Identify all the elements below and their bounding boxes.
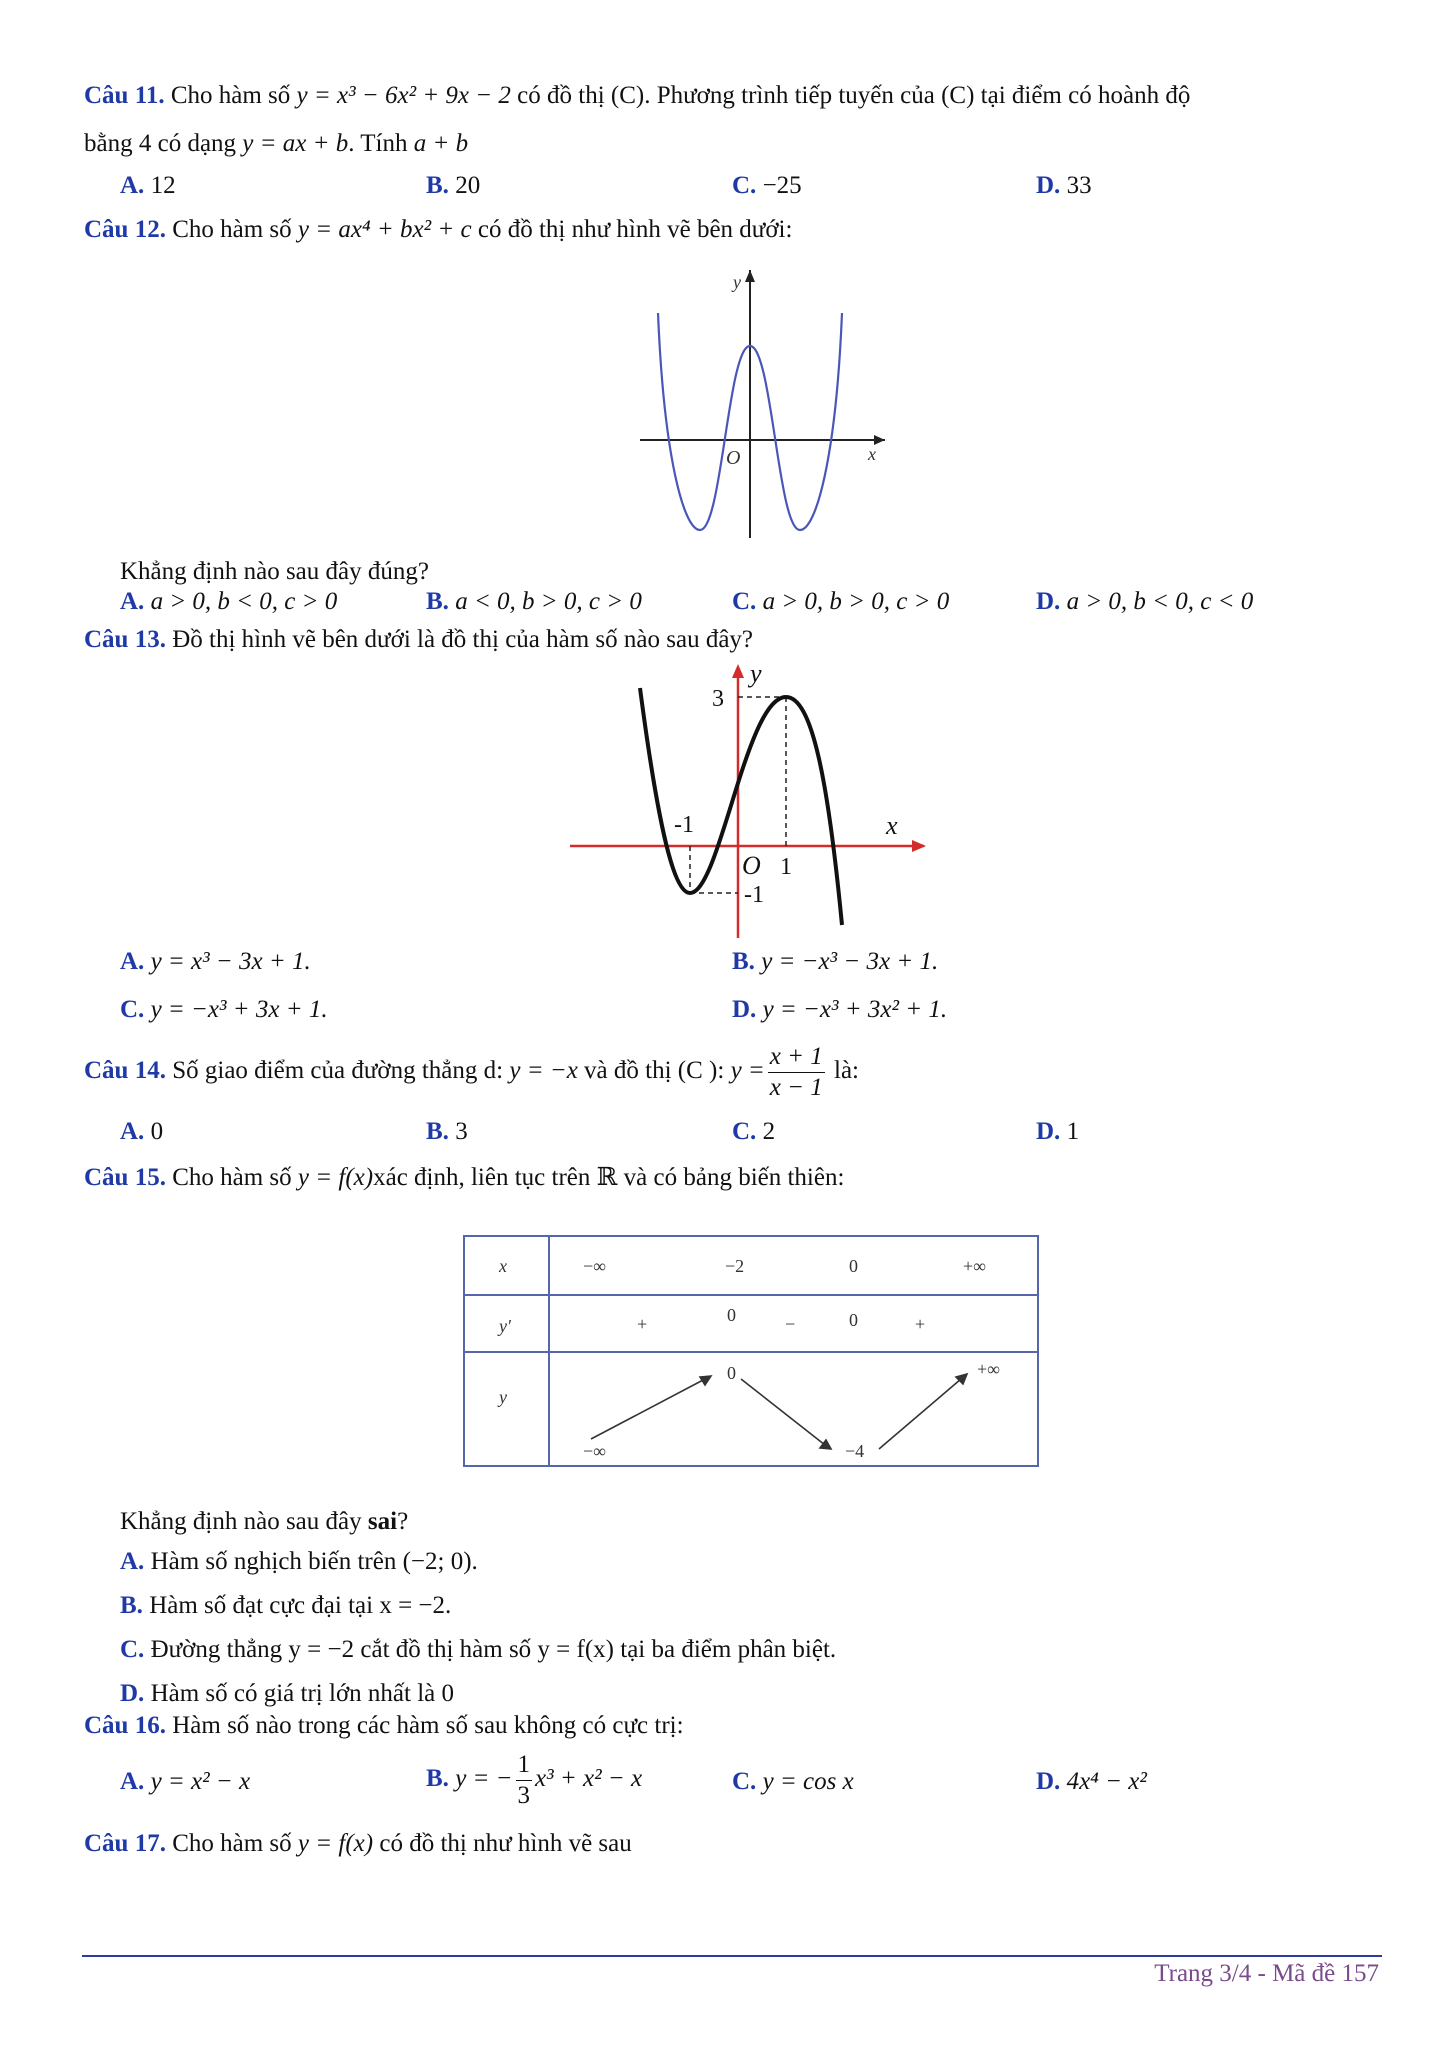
q15-option-b[interactable]: B. Hàm số đạt cực đại tại x = −2. <box>120 1592 452 1619</box>
q15-x-value-1: −∞ <box>583 1256 606 1276</box>
q13-option-d[interactable]: D. y = −x³ + 3x² + 1. <box>732 996 948 1023</box>
q15-label: Câu 15. <box>84 1164 166 1191</box>
q11-text2: có đồ thị (C). Phương trình tiếp tuyến của (C) tại điểm có hoành độ <box>517 82 1191 109</box>
q12-option-a[interactable]: A. a > 0, b < 0, c > 0 <box>120 588 338 615</box>
q15-y-value-2: 0 <box>727 1363 736 1383</box>
q15-yp-sign-1: + <box>637 1314 648 1334</box>
q12-question: Khẳng định nào sau đây đúng? <box>120 558 429 585</box>
q13-tick-neg1-y: -1 <box>744 882 764 908</box>
q13-option-a[interactable]: A. y = x³ − 3x + 1. <box>120 948 311 975</box>
q11-formula: y = x³ − 6x² + 9x − 2 <box>296 82 511 109</box>
q15-yp-label: y′ <box>499 1316 511 1336</box>
q11-text3: . Tính <box>348 130 408 157</box>
q15-variation-table <box>463 1235 1039 1467</box>
q12-line1: Câu 12. Cho hàm số y = ax⁴ + bx² + c có đồ thị như hình vẽ bên dưới: <box>84 216 793 243</box>
q12-formula: y = ax⁴ + bx² + c <box>297 216 472 243</box>
q15-arrowhead-down <box>820 1440 831 1449</box>
q15-option-a[interactable]: A. Hàm số nghịch biến trên (−2; 0). <box>120 1548 478 1575</box>
q16-option-d[interactable]: D. 4x⁴ − x² <box>1036 1768 1147 1795</box>
q16-option-b-fraction: $\frac{1}{3}$ <box>517 1751 531 1809</box>
q11-formula3: a + b <box>413 130 469 157</box>
q14-option-c[interactable]: C. 2 <box>732 1118 776 1145</box>
q15-x-value-4: +∞ <box>963 1256 986 1276</box>
q15-option-c[interactable]: C. Đường thẳng y = −2 cắt đồ thị hàm số y = f(x) tại ba điểm phân biệt. <box>120 1636 837 1663</box>
q12-x-label: x <box>868 444 876 464</box>
q13-curve <box>640 688 842 925</box>
q15-x-value-3: 0 <box>849 1256 858 1276</box>
q15-arrowhead-up-1 <box>700 1376 711 1385</box>
q15-yp-sign-3: − <box>785 1314 796 1334</box>
q11-line2 <box>84 130 468 158</box>
q15-x-label: x <box>499 1256 507 1276</box>
q13-y-arrow <box>732 664 744 678</box>
q15-y-value-1: −∞ <box>583 1441 606 1461</box>
q15-y-value-3: −4 <box>845 1441 865 1461</box>
q11-line2-text: bằng 4 có dạng <box>84 130 237 157</box>
q13-tick-neg1-x: -1 <box>674 812 694 838</box>
q13-x-arrow <box>912 840 926 852</box>
q15-yp-sign-5: + <box>915 1314 926 1334</box>
q16-option-c[interactable]: C. y = cos x <box>732 1768 854 1795</box>
q17-formula: y = f(x) <box>297 1830 374 1857</box>
q11-option-c[interactable]: C. −25 <box>732 172 802 199</box>
q15-arrow-down <box>741 1379 825 1445</box>
q14-option-a[interactable]: A. 0 <box>120 1118 164 1145</box>
q13-tick-3: 3 <box>712 686 724 712</box>
q14-label: Câu 14. <box>84 1057 166 1085</box>
q14-formula1: y = −x <box>509 1057 578 1085</box>
q13-graph <box>570 660 930 940</box>
q12-y-arrow <box>745 270 755 282</box>
q16-option-a[interactable]: A. y = x² − x <box>120 1768 251 1795</box>
q15-yp-sign-4: 0 <box>849 1310 858 1330</box>
q17-line1: Câu 17. Cho hàm số y = f(x) có đồ thị như hình vẽ sau <box>84 1830 632 1857</box>
q11-formula2: y = ax + b <box>242 130 349 157</box>
q15-line1: Câu 15. Cho hàm số y = f(x)xác định, liên tục trên ℝ và có bảng biến thiên: <box>84 1164 845 1191</box>
q12-y-label: y <box>733 272 741 292</box>
q15-formula: y = f(x) <box>297 1164 374 1191</box>
q14-fraction: $\frac{x + 1}{x - 1}$ <box>769 1043 823 1101</box>
q13-x-label: x <box>886 811 898 840</box>
q13-line1: Câu 13. Đồ thị hình vẽ bên dưới là đồ thị của hàm số nào sau đây? <box>84 626 754 653</box>
q12-option-b[interactable]: B. a < 0, b > 0, c > 0 <box>426 588 642 615</box>
footer-divider <box>82 1955 1382 1957</box>
q13-option-c[interactable]: C. y = −x³ + 3x + 1. <box>120 996 328 1023</box>
q15-yp-sign-2: 0 <box>727 1305 736 1325</box>
q15-y-label: y <box>499 1387 507 1407</box>
q12-graph <box>640 268 890 543</box>
q11-option-d[interactable]: D. 33 <box>1036 172 1092 199</box>
q11-text1: Cho hàm số <box>170 82 291 109</box>
q12-label: Câu 12. <box>84 216 166 243</box>
q11-option-a[interactable]: A. 12 <box>120 172 176 199</box>
q13-label: Câu 13. <box>84 626 166 653</box>
q14-option-d[interactable]: D. 1 <box>1036 1118 1080 1145</box>
q13-y-label: y <box>750 660 762 688</box>
q13-origin: O <box>742 851 761 880</box>
q15-arrow-up-2 <box>879 1379 961 1449</box>
q16-option-b[interactable]: B. y = − $\frac{1}{3}$ x³ + x² − x <box>426 1751 643 1809</box>
q13-tick-1: 1 <box>780 854 792 880</box>
q11-option-b[interactable]: B. 20 <box>426 172 481 199</box>
q16-label: Câu 16. <box>84 1712 166 1739</box>
q16-line1: Câu 16. Hàm số nào trong các hàm số sau không có cực trị: <box>84 1712 684 1739</box>
q11-label: Câu 11. <box>84 82 165 109</box>
q14-option-b[interactable]: B. 3 <box>426 1118 468 1145</box>
q17-label: Câu 17. <box>84 1830 166 1857</box>
q12-option-d[interactable]: D. a > 0, b < 0, c < 0 <box>1036 588 1254 615</box>
q15-arrow-up-1 <box>591 1379 705 1439</box>
q15-x-value-2: −2 <box>725 1256 745 1276</box>
q13-option-b[interactable]: B. y = −x³ − 3x + 1. <box>732 948 939 975</box>
q15-option-d[interactable]: D. Hàm số có giá trị lớn nhất là 0 <box>120 1680 454 1707</box>
page-footer: Trang 3/4 - Mã đề 157 <box>1154 1960 1379 1987</box>
q12-option-c[interactable]: C. a > 0, b > 0, c > 0 <box>732 588 950 615</box>
q14-line1: Câu 14. Số giao điểm của đường thẳng d: y = −x và đồ thị (C ): y = $\frac{x + 1}{x - 1}$ là: <box>84 1043 859 1101</box>
q15-question: Khẳng định nào sau đây sai? <box>120 1508 409 1535</box>
q12-origin: O <box>726 447 741 469</box>
q15-y-value-4: +∞ <box>977 1359 1000 1379</box>
q11-line1 <box>84 82 1190 110</box>
